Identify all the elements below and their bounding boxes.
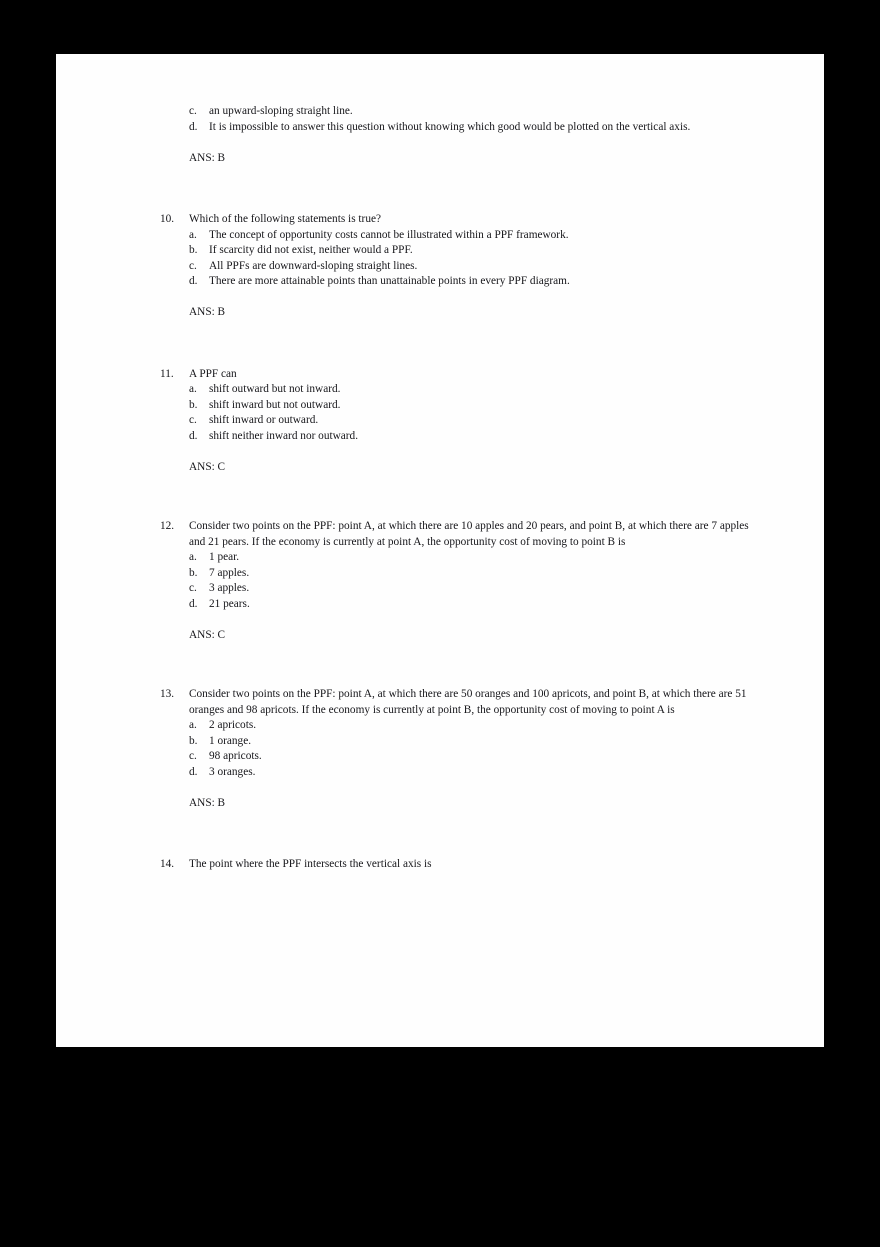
option-letter: b. xyxy=(189,734,198,747)
option-list xyxy=(160,228,760,290)
list-item[interactable] xyxy=(160,104,760,120)
option-letter: d. xyxy=(189,120,198,133)
answer-key: ANS: C xyxy=(189,628,226,641)
option-text: 3 oranges. xyxy=(209,765,256,778)
list-item[interactable] xyxy=(160,734,760,750)
question-text: Consider two points on the PPF: point A, at which there are 50 oranges and 100 apricots, and point B, at which there are 51 oranges and 98 apricots. If the economy is currently at point B, the opportunity cost of moving to point A is xyxy=(189,688,747,716)
question-text: The point where the PPF intersects the vertical axis is xyxy=(189,858,432,870)
question-text: Consider two points on the PPF: point A, at which there are 10 apples and 20 pears, and point B, at which there are 7 apples and 21 pears. If the economy is currently at point A, the opportunity cost of moving to point B is xyxy=(189,520,749,548)
question-text: A PPF can xyxy=(189,367,237,380)
question-stem xyxy=(160,687,760,718)
spacer xyxy=(160,475,760,519)
option-letter: a. xyxy=(189,719,197,731)
question-number: 11. xyxy=(160,367,174,380)
list-item[interactable] xyxy=(160,259,760,275)
question-stem xyxy=(160,212,760,228)
option-text: shift inward but not outward. xyxy=(209,398,341,411)
list-item[interactable] xyxy=(160,274,760,290)
question-number: 12. xyxy=(160,520,175,532)
question-block-10 xyxy=(160,212,760,321)
list-item[interactable] xyxy=(160,120,760,136)
option-letter: b. xyxy=(189,398,198,411)
option-list xyxy=(160,104,760,135)
option-letter: c. xyxy=(189,750,197,762)
option-text: shift neither inward nor outward. xyxy=(209,429,359,442)
document-page-sheet xyxy=(56,54,824,1047)
list-item[interactable] xyxy=(160,597,760,613)
option-text: The concept of opportunity costs cannot be illustrated within a PPF framework. xyxy=(209,228,569,241)
question-number: 10. xyxy=(160,213,175,225)
option-text: 21 pears. xyxy=(209,597,250,610)
option-text: If scarcity did not exist, neither would a PPF. xyxy=(209,244,413,256)
question-stem xyxy=(160,519,760,550)
spacer xyxy=(160,135,760,151)
spacer xyxy=(160,780,760,796)
answer-key: ANS: B xyxy=(189,306,226,318)
spacer xyxy=(160,290,760,306)
question-block-11 xyxy=(160,367,760,476)
option-text: All PPFs are downward-sloping straight lines. xyxy=(209,259,418,272)
option-text: It is impossible to answer this question without knowing which good would be plotted on the vertical axis. xyxy=(209,120,691,133)
option-text: 98 apricots. xyxy=(209,750,262,762)
question-number: 13. xyxy=(160,688,175,700)
option-text: shift inward or outward. xyxy=(209,414,319,426)
option-letter: c. xyxy=(189,259,197,272)
answer-key: ANS: C xyxy=(189,460,226,473)
list-item[interactable] xyxy=(160,718,760,734)
option-text: 1 pear. xyxy=(209,551,240,563)
list-item[interactable] xyxy=(160,382,760,398)
option-letter: b. xyxy=(189,244,198,256)
option-letter: d. xyxy=(189,765,198,778)
option-list xyxy=(160,550,760,612)
question-block-14 xyxy=(160,857,760,873)
option-list xyxy=(160,718,760,780)
spacer xyxy=(160,811,760,857)
answer-key: ANS: B xyxy=(189,796,226,809)
list-item[interactable] xyxy=(160,413,760,429)
spacer xyxy=(160,321,760,367)
option-list xyxy=(160,382,760,444)
answer-key: ANS: B xyxy=(189,151,226,164)
list-item[interactable] xyxy=(160,429,760,445)
option-letter: d. xyxy=(189,597,198,610)
option-text: 7 apples. xyxy=(209,566,250,579)
option-text: an upward-sloping straight line. xyxy=(209,105,353,117)
question-text: Which of the following statements is true? xyxy=(189,213,381,225)
list-item[interactable] xyxy=(160,550,760,566)
question-block-13 xyxy=(160,687,760,811)
continued-options-block xyxy=(160,104,760,166)
option-text: There are more attainable points than unattainable points in every PPF diagram. xyxy=(209,275,570,287)
option-letter: a. xyxy=(189,551,197,563)
question-stem xyxy=(160,857,760,873)
question-number: 14. xyxy=(160,858,175,870)
option-letter: a. xyxy=(189,228,197,241)
option-letter: c. xyxy=(189,414,197,426)
option-letter: d. xyxy=(189,429,198,442)
option-letter: d. xyxy=(189,275,198,287)
list-item[interactable] xyxy=(160,749,760,765)
list-item[interactable] xyxy=(160,581,760,597)
spacer xyxy=(160,643,760,687)
list-item[interactable] xyxy=(160,228,760,244)
document-text-column xyxy=(160,104,760,873)
option-text: 3 apples. xyxy=(209,582,250,594)
spacer xyxy=(160,166,760,212)
option-letter: c. xyxy=(189,582,197,594)
list-item[interactable] xyxy=(160,765,760,781)
option-letter: c. xyxy=(189,105,197,117)
option-text: shift outward but not inward. xyxy=(209,383,341,395)
option-text: 1 orange. xyxy=(209,734,252,747)
list-item[interactable] xyxy=(160,566,760,582)
question-block-12 xyxy=(160,519,760,643)
list-item[interactable] xyxy=(160,243,760,259)
option-letter: b. xyxy=(189,566,198,579)
list-item[interactable] xyxy=(160,398,760,414)
spacer xyxy=(160,612,760,628)
spacer xyxy=(160,444,760,460)
question-stem xyxy=(160,367,760,383)
option-letter: a. xyxy=(189,383,197,395)
option-text: 2 apricots. xyxy=(209,719,257,731)
